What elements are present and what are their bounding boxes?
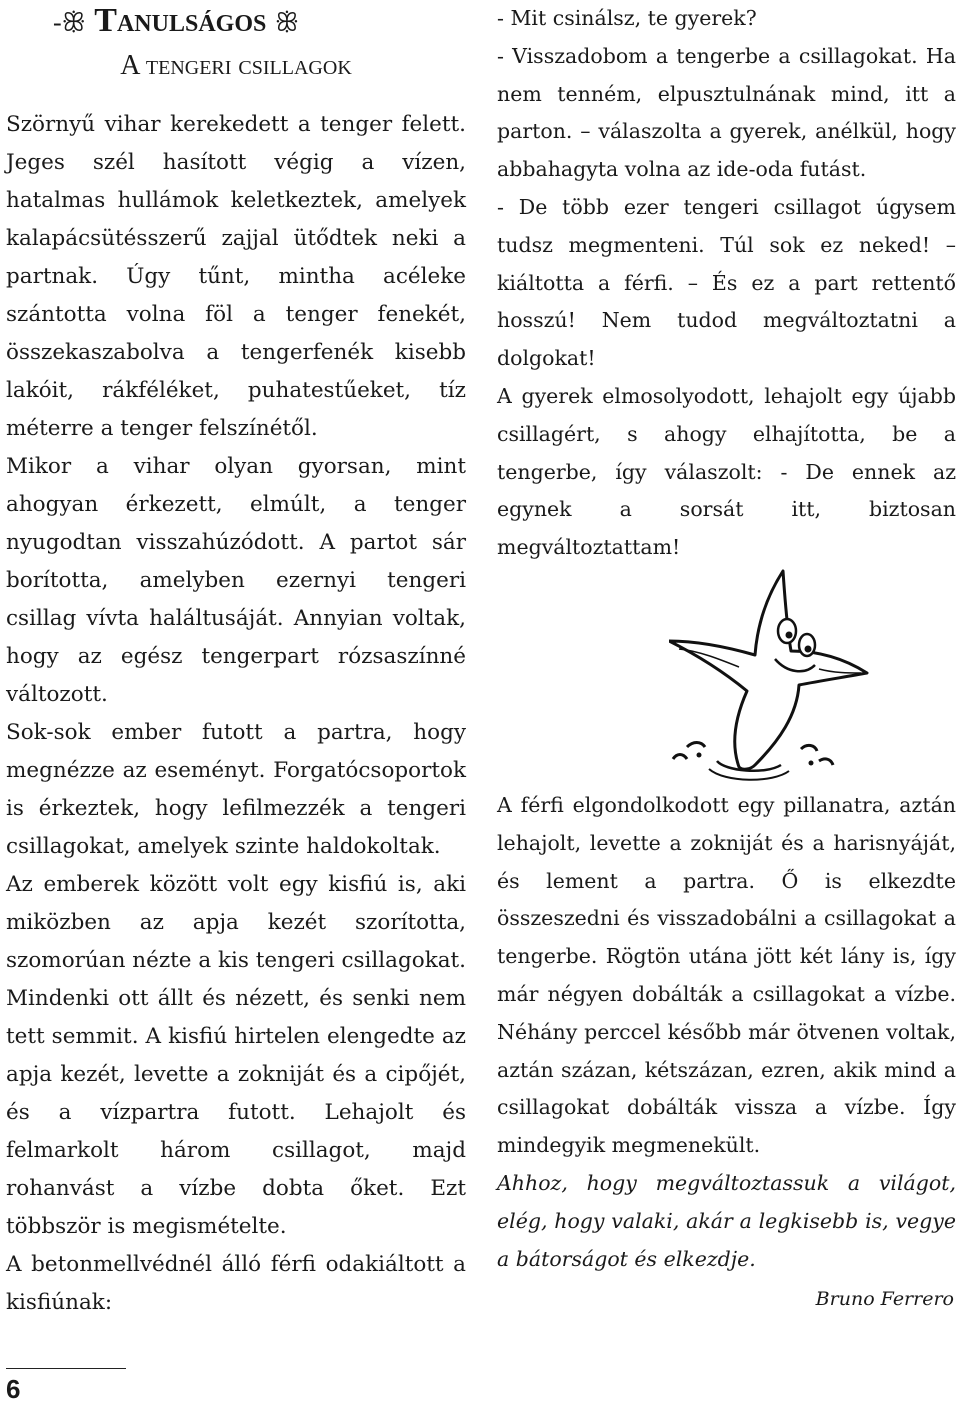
dialogue-paragraph: A gyerek elmosolyodott, lehajolt egy újabb csillagért, s ahogy elhajította, be a tengerbe, így válaszolt: - De ennek az egynek a sorsát itt, biztosan megváltoztattam!: [497, 383, 956, 560]
article-title: A tengeri csillagok: [120, 50, 352, 81]
story-paragraph: A betonmellvédnél álló férfi odakiáltott a kisfiúnak:: [6, 1252, 466, 1315]
right-column: [497, 0, 956, 1314]
article-header: [6, 0, 466, 84]
story-paragraph: A férfi elgondolkodott egy pillanatra, aztán lehajolt, levette a zokniját és a harisnyáját, és lement a partra. Ő is elkezdte összeszedni és visszadobálni a csillagokat a tengerbe. Rögtön utána jött két lány is, így már négyen dobálták a csillagokat a vízbe. Néhány perccel később már ötvenen voltak, aztán százan, kétszázan, ezren, akik mind a csillagokat dobálták vissza a vízbe. Így mindegyik megmenekült.: [497, 792, 956, 1158]
story-paragraph: Sok-sok ember futott a partra, hogy megnézze az eseményt. Forgatócsoportok is érkeztek, hogy lefilmezzék a tengeri csillagokat, amelyek szinte haldokoltak.: [6, 720, 466, 859]
story-paragraph: Szörnyű vihar kerekedett a tenger felett. Jeges szél hasított végig a vízen, hatalmas hullámok keletkeztek, amelyek kalapácsütésszerű zajjal ütődtek neki a partnak. Úgy tűnt, mintha acéleke szántotta volna föl a tenger fenekét, összekaszabolva a tengerfenék kisebb lakóit, rákféléket, puhatestűeket, tíz méterre a tenger felszínétől.: [6, 112, 466, 441]
moral-quote: Ahhoz, hogy megváltoztassuk a világot, elég, hogy valaki, akár a legkisebb is, vegye a bátorságot és elkezdje.: [497, 1170, 956, 1271]
dialogue-paragraph: - De több ezer tengeri csillagot úgysem tudsz megmenteni. Túl sok ez neked! – kiáltotta a férfi. – És ez a part rettentő hosszú! Nem tudod megváltoztatni a dolgokat!: [497, 194, 956, 371]
section-kicker-text: Tanulságos: [94, 2, 267, 39]
story-paragraph: Mikor a vihar olyan gyorsan, mint ahogyan érkezett, elmúlt, a tenger nyugodtan visszahúzódott. A partot sár borította, amelyben ezernyi tengeri csillag vívta haláltusáját. Annyian voltak, hogy az egész tengerpart rózsaszínné változott.: [6, 454, 466, 707]
story-paragraph: Az emberek között volt egy kisfiú is, aki miközben az apja kezét szorította, szomorúan nézte a kis tengeri csillagokat. Mindenki ott állt és nézett, és senki nem tett semmit. A kisfiú hirtelen elengedte az apja kezét, levette a zokniját és a cipőjét, és a vízpartra futott. Lehajolt és felmarkolt három csillagot, majd rohanvást a vízbe dobta őket. Ezt többször is megismételte.: [6, 872, 467, 1239]
section-kicker: [6, 0, 466, 42]
left-column: [6, 0, 466, 1322]
author-credit: Bruno Ferrero: [815, 1288, 954, 1311]
ornament-left-icon: -ꕥ: [53, 8, 86, 37]
footer-rule: [6, 1368, 126, 1369]
dialogue-paragraph: - Visszadobom a tengerbe a csillagokat. Ha nem tenném, elpusztulnának mind, itt a parton. – válaszolta a gyerek, anélkül, hogy abbahagyta volna az ide-oda futást.: [497, 43, 956, 182]
dialogue-paragraph: - Mit csinálsz, te gyerek?: [497, 6, 757, 30]
ornament-right-icon: ꕥ: [274, 8, 299, 37]
starfish-illustration-icon: [669, 569, 869, 787]
page-number: 6: [6, 1374, 21, 1404]
